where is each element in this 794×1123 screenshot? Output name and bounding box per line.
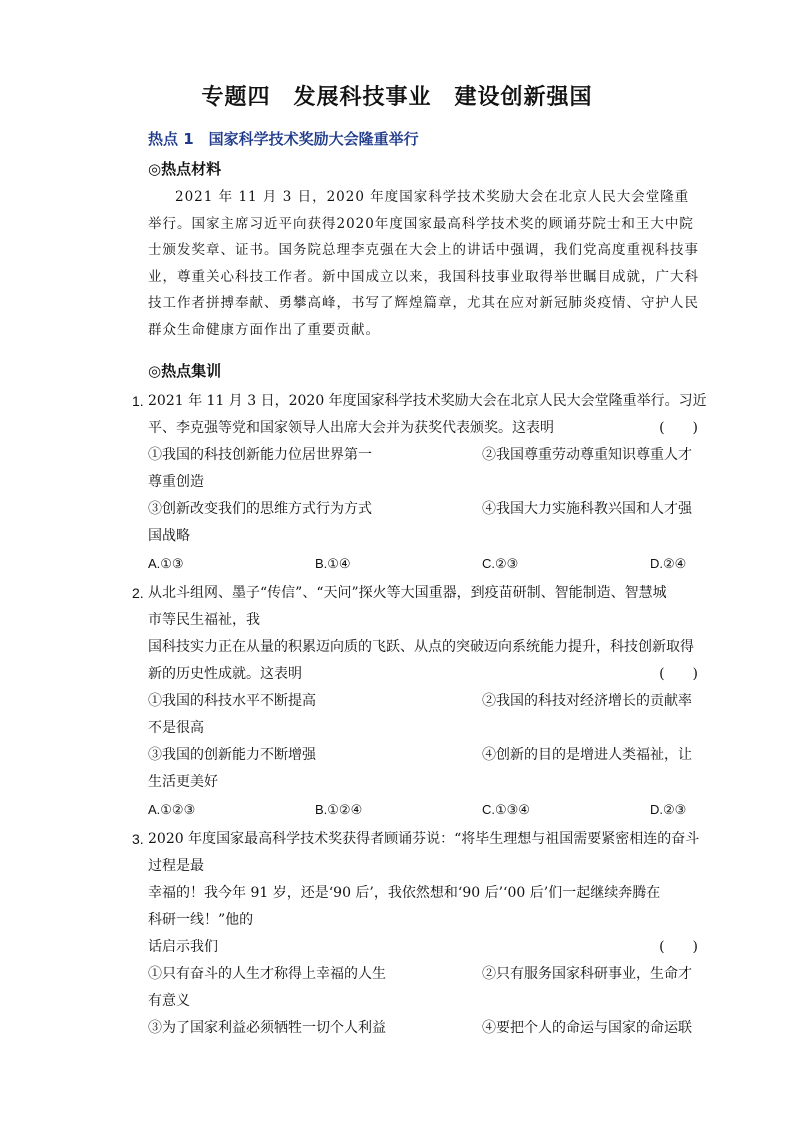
answer-blank: ( ) [659,666,698,682]
choice-item-1: ①我国的科技创新能力位居世界第一 [148,447,372,463]
choice-item-4: ④创新的目的是增进人类福祉，让 [482,747,692,763]
hotspot-heading: 热点 1 国家科学技术奖励大会隆重举行 [148,130,419,148]
question-number: 1. [132,393,144,409]
answer-options [130,796,702,823]
answer-options [130,550,702,577]
question-stem: 2020 年度国家最高科学技术奖获得者顾诵芬说：“将毕生理想与祖国需要紧密相连的奋斗 [148,831,700,847]
question-number: 2. [132,585,144,601]
option-c: C.①③④ [482,802,530,817]
choice-item-2: ②我国尊重劳动尊重知识尊重人才 [482,447,692,463]
question-number: 3. [132,831,144,847]
choice-item-4: ④要把个人的命运与国家的命运联 [482,1020,692,1036]
material-text: 2021 年 11 月 3 日，2020 年度国家科学技术奖励大会在北京人民大会堂隆重举行。国家主席习近平向获得2020年度国家最高科学技术奖的顾诵芬院士和王大中院士颁发奖章、证书。国务院总理李克强在大会上的讲话中强调，我们党高度重视科技事业，尊重关心科技工作者。新中国成立以来，我国科技事业取得举世瞩目成就，广大科技工作者拼搏奉献、勇攀高峰，书写了辉煌篇章，尤其在应对新冠肺炎疫情、守护人民群众生命健康方面作出了重要贡献。 [148,189,699,338]
option-d: D.②③ [650,802,687,817]
material-paragraph [148,184,703,343]
choice-item-2-cont: 不是很高 [148,720,204,736]
option-b: B.①④ [315,556,351,571]
choice-item-3: ③我国的创新能力不断增强 [148,747,316,763]
choice-item-2: ②只有服务国家科研事业，生命才 [482,966,692,982]
page-title: 专题四 发展科技事业 建设创新强国 [201,85,593,110]
material-heading: ◎热点材料 [148,160,222,178]
question-stem: 国科技实力正在从量的积累迈向质的飞跃、从点的突破迈向系统能力提升，科技创新取得 [148,639,694,655]
answer-blank: ( ) [659,420,698,436]
question-stem: 科研一线！”他的 [148,912,254,928]
question-2 [130,580,702,823]
option-b: B.①②④ [315,802,363,817]
option-d: D.②④ [650,556,687,571]
question-stem: 2021 年 11 月 3 日，2020 年度国家科学技术奖励大会在北京人民大会堂隆重举行。习近 [148,393,707,409]
option-c: C.②③ [482,556,519,571]
choice-item-2-cont: 尊重创造 [148,474,204,490]
question-stem: 过程是最 [148,858,204,874]
choice-item-1: ①只有奋斗的人生才称得上幸福的人生 [148,966,386,982]
question-stem: 话启示我们 [148,939,218,955]
choice-item-1: ①我国的科技水平不断提高 [148,693,316,709]
question-stem: 从北斗组网、墨子“传信”、“天问”探火等大国重器，到疫苗研制、智能制造、智慧城 [148,585,667,601]
answer-blank: ( ) [659,939,698,955]
choice-item-4-cont: 生活更美好 [148,774,218,790]
question-3 [130,826,702,1042]
choice-item-2: ②我国的科技对经济增长的贡献率 [482,693,692,709]
choice-item-2-cont: 有意义 [148,993,190,1009]
option-a: A.①②③ [148,802,196,817]
training-heading: ◎热点集训 [148,362,222,380]
question-stem: 市等民生福祉，我 [148,612,260,628]
choice-item-3: ③为了国家利益必须牺牲一切个人利益 [148,1020,386,1036]
question-stem: 平、李克强等党和国家领导人出席大会并为获奖代表颁奖。这表明 [148,420,554,436]
choice-item-4: ④我国大力实施科教兴国和人才强 [482,501,692,517]
option-a: A.①③ [148,556,184,571]
choice-item-4-cont: 国战略 [148,528,190,544]
choice-item-3: ③创新改变我们的思维方式行为方式 [148,501,372,517]
question-stem: 幸福的！我今年 91 岁，还是‘90 后’，我依然想和‘90 后’‘00 后’们一起继续奔腾在 [148,885,661,901]
question-stem: 新的历史性成就。这表明 [148,666,302,682]
question-1 [130,388,707,577]
